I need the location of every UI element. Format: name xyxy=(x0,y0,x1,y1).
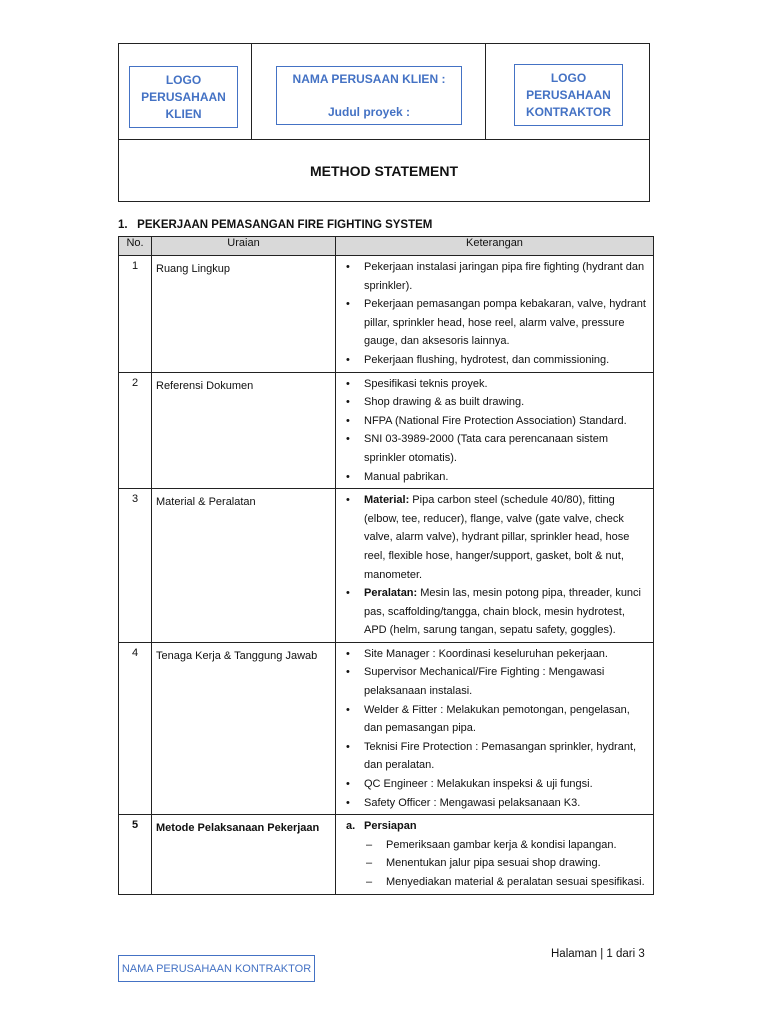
row-number: 5 xyxy=(119,815,152,894)
table-row xyxy=(119,372,654,489)
document-title: METHOD STATEMENT xyxy=(119,139,649,202)
header-middle-cell xyxy=(252,44,486,139)
row-keterangan xyxy=(336,256,654,373)
contractor-logo-text: LOGO PERUSAHAAN KONTRAKTOR xyxy=(525,70,612,119)
list-item-peralatan xyxy=(342,584,647,640)
row-keterangan xyxy=(336,489,654,643)
subsection-heading xyxy=(342,817,647,836)
list-item: • Shop drawing & as built drawing. xyxy=(342,393,647,412)
footer-company-name: NAMA PERUSAHAAN KONTRAKTOR xyxy=(121,962,312,975)
material-text: Pipa carbon steel (schedule 40/80), fitting (elbow, tee, reducer), flange, valve (gate valve, check valve, alarm valve), hydrant pillar, sprinkler head, hose reel, flexible hose, hanger/support, gasket, bolt & nut, manometer. xyxy=(364,494,630,581)
list-item: • Spesifikasi teknis proyek. xyxy=(342,375,647,394)
list-item-material xyxy=(342,491,647,584)
column-header-uraian: Uraian xyxy=(152,237,336,256)
list-item: – Pemeriksaan gambar kerja & kondisi lapangan. xyxy=(342,836,647,855)
peralatan-label: Peralatan: xyxy=(364,587,418,600)
list-item: • Pekerjaan flushing, hydrotest, dan commissioning. xyxy=(342,351,647,370)
client-name-label: NAMA PERUSAAN KLIEN : xyxy=(292,72,446,86)
client-logo-text: LOGO PERUSAHAAN KLIEN xyxy=(141,72,226,121)
table-header-row xyxy=(119,237,654,256)
list-item: • NFPA (National Fire Protection Association) Standard. xyxy=(342,412,647,431)
contractor-logo-placeholder xyxy=(514,64,623,126)
client-logo-placeholder xyxy=(129,66,238,128)
document-header xyxy=(118,43,650,202)
list-item: • Supervisor Mechanical/Fire Fighting : Mengawasi pelaksanaan instalasi. xyxy=(342,663,647,700)
header-left-cell xyxy=(119,44,252,139)
row-uraian: Metode Pelaksanaan Pekerjaan xyxy=(152,815,336,894)
page-number: Halaman | 1 dari 3 xyxy=(551,948,645,960)
material-label: Material: xyxy=(364,494,410,507)
list-item: • Safety Officer : Mengawasi pelaksanaan K3. xyxy=(342,794,647,813)
row-number: 4 xyxy=(119,642,152,814)
column-header-keterangan: Keterangan xyxy=(336,237,654,256)
list-item: • Pekerjaan instalasi jaringan pipa fire fighting (hydrant dan sprinkler). xyxy=(342,258,647,295)
section-title: 1. PEKERJAAN PEMASANGAN FIRE FIGHTING SYSTEM xyxy=(118,219,433,231)
row-keterangan xyxy=(336,372,654,489)
row-uraian: Ruang Lingkup xyxy=(152,256,336,373)
list-item: • Teknisi Fire Protection : Pemasangan sprinkler, hydrant, dan peralatan. xyxy=(342,738,647,775)
table-row xyxy=(119,256,654,373)
row-number: 3 xyxy=(119,489,152,643)
table-row xyxy=(119,642,654,814)
row-uraian: Material & Peralatan xyxy=(152,489,336,643)
project-title-label: Judul proyek : xyxy=(327,105,410,119)
subsection-title: Persiapan xyxy=(364,820,417,833)
row-uraian: Referensi Dokumen xyxy=(152,372,336,489)
row-number: 1 xyxy=(119,256,152,373)
list-item: – Menyediakan material & peralatan sesuai spesifikasi. xyxy=(342,873,647,892)
list-item: • Welder & Fitter : Melakukan pemotongan, pengelasan, dan pemasangan pipa. xyxy=(342,701,647,738)
row-keterangan xyxy=(336,815,654,894)
header-right-cell xyxy=(486,44,651,139)
list-item: • Site Manager : Koordinasi keseluruhan pekerjaan. xyxy=(342,645,647,664)
table-row xyxy=(119,489,654,643)
column-header-no: No. xyxy=(119,237,152,256)
list-item: • QC Engineer : Melakukan inspeksi & uji fungsi. xyxy=(342,775,647,794)
row-uraian: Tenaga Kerja & Tanggung Jawab xyxy=(152,642,336,814)
table-row xyxy=(119,815,654,894)
method-statement-table xyxy=(118,236,654,895)
list-item: – Menentukan jalur pipa sesuai shop drawing. xyxy=(342,854,647,873)
subsection-marker: a. xyxy=(346,820,356,833)
client-info-box xyxy=(276,66,462,125)
list-item: • Pekerjaan pemasangan pompa kebakaran, valve, hydrant pillar, sprinkler head, hose reel, alarm valve, pressure gauge, dan aksesoris lainnya. xyxy=(342,295,647,351)
row-number: 2 xyxy=(119,372,152,489)
peralatan-text: Mesin las, mesin potong pipa, threader, kunci pas, scaffolding/tangga, chain block, mesin hydrotest, APD (helm, sarung tangan, sepatu safety, goggles). xyxy=(364,587,641,637)
row-keterangan xyxy=(336,642,654,814)
list-item: • Manual pabrikan. xyxy=(342,468,647,487)
footer-company-box xyxy=(118,955,315,982)
list-item: • SNI 03-3989-2000 (Tata cara perencanaan sistem sprinkler otomatis). xyxy=(342,430,647,467)
